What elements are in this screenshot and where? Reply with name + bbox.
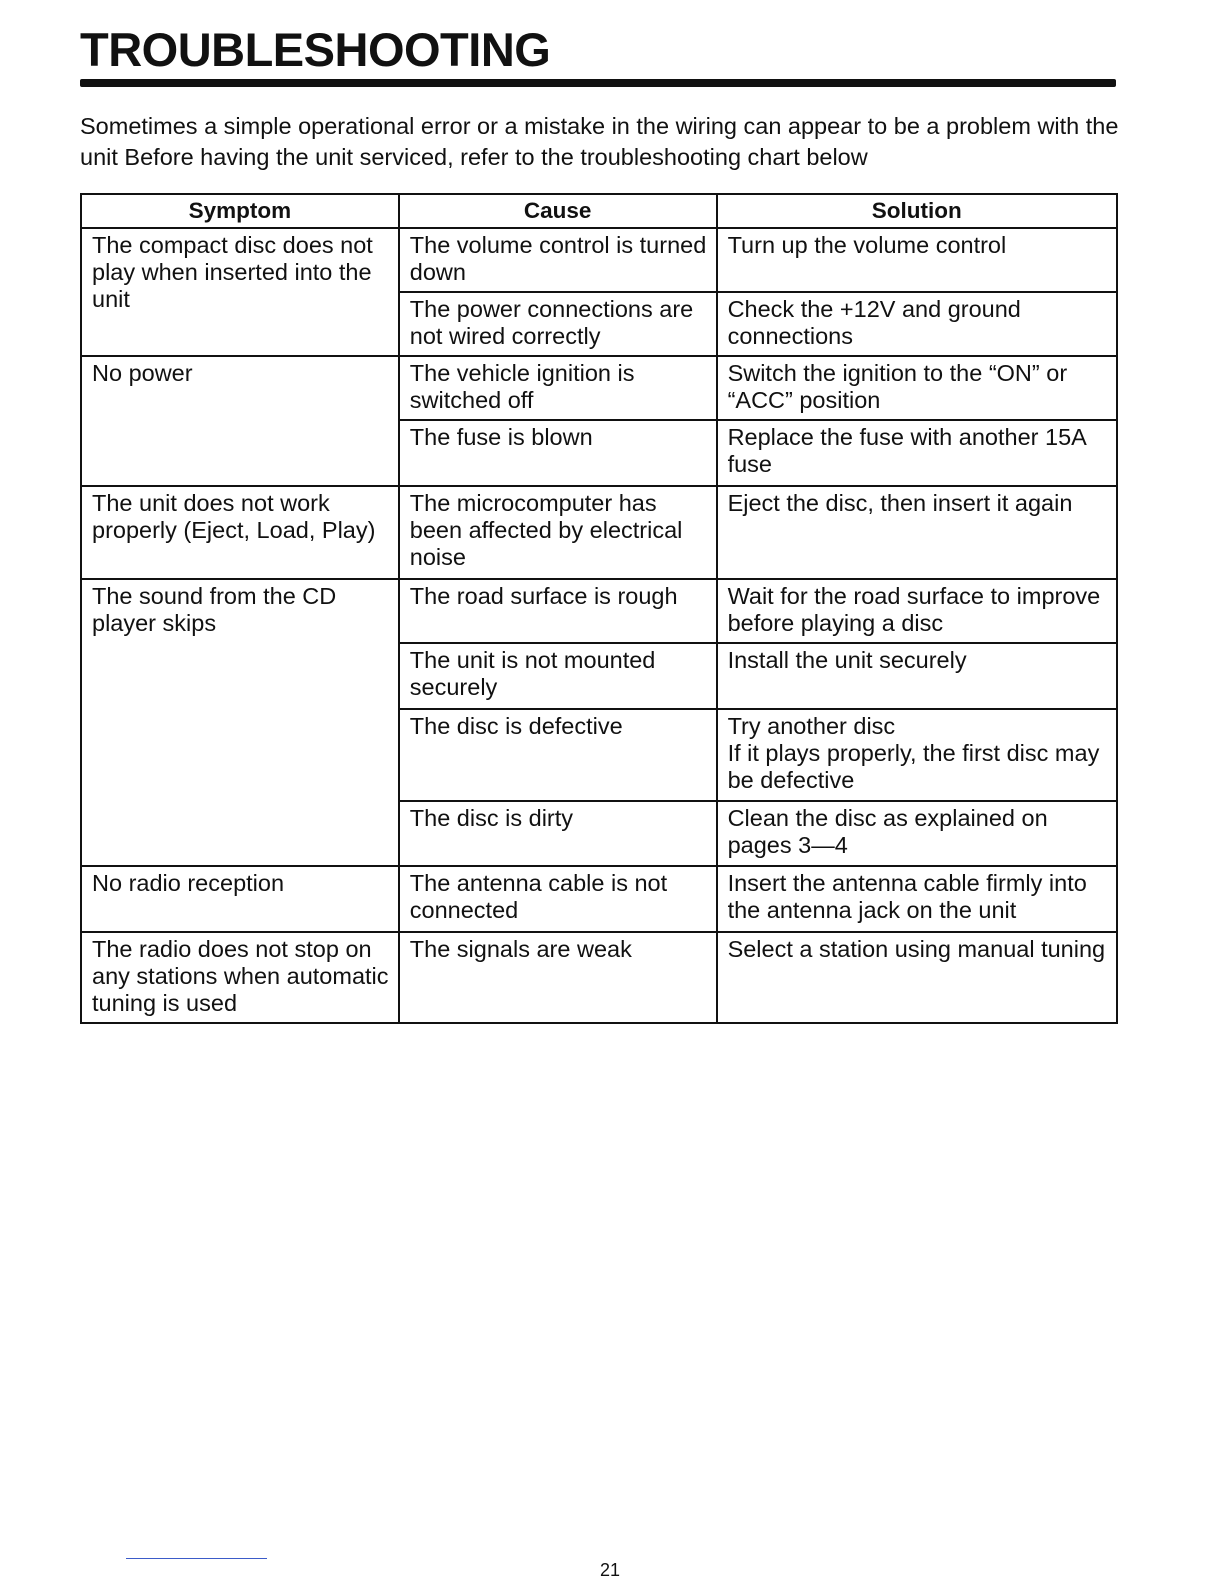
solution-cell: Switch the ignition to the “ON” or “ACC” position — [717, 356, 1117, 420]
solution-cell: Replace the fuse with another 15A fuse — [717, 420, 1117, 486]
solution-cell: Turn up the volume control — [717, 228, 1117, 292]
title-underline — [80, 79, 1116, 87]
solution-cell: Check the +12V and ground connections — [717, 292, 1117, 356]
symptom-cell: The unit does not work properly (Eject, Load, Play) — [81, 486, 399, 579]
solution-cell: Wait for the road surface to improve before playing a disc — [717, 579, 1117, 643]
cause-cell: The disc is defective — [399, 709, 717, 801]
header-symptom: Symptom — [81, 194, 399, 228]
cause-cell: The volume control is turned down — [399, 228, 717, 292]
symptom-cell: The compact disc does not play when inserted into the unit — [81, 228, 399, 356]
table-row — [81, 356, 1117, 420]
table-row — [81, 486, 1117, 579]
page-number: 21 — [600, 1560, 621, 1580]
cause-cell: The signals are weak — [399, 932, 717, 1023]
cause-cell: The microcomputer has been affected by electrical noise — [399, 486, 717, 579]
cause-cell: The vehicle ignition is switched off — [399, 356, 717, 420]
table-row — [81, 866, 1117, 932]
intro-paragraph: Sometimes a simple operational error or a mistake in the wiring can appear to be a problem with the unit Before having the unit serviced, refer to the troubleshooting chart below — [80, 113, 1119, 170]
page-title: TROUBLESHOOTING — [80, 23, 551, 76]
symptom-cell: The radio does not stop on any stations when automatic tuning is used — [81, 932, 399, 1023]
symptom-cell: No radio reception — [81, 866, 399, 932]
cause-cell: The fuse is blown — [399, 420, 717, 486]
solution-cell: Install the unit securely — [717, 643, 1117, 709]
cause-cell: The disc is dirty — [399, 801, 717, 866]
symptom-cell: The sound from the CD player skips — [81, 579, 399, 866]
solution-cell: Insert the antenna cable firmly into the antenna jack on the unit — [717, 866, 1117, 932]
table-row — [81, 932, 1117, 1023]
table-row — [81, 228, 1117, 292]
header-cause: Cause — [399, 194, 717, 228]
cause-cell: The unit is not mounted securely — [399, 643, 717, 709]
solution-cell: Clean the disc as explained on pages 3—4 — [717, 801, 1117, 866]
cause-cell: The antenna cable is not connected — [399, 866, 717, 932]
symptom-cell: No power — [81, 356, 399, 486]
cause-cell: The power connections are not wired correctly — [399, 292, 717, 356]
table-row — [81, 579, 1117, 643]
table-header-row — [81, 194, 1117, 228]
troubleshooting-table — [80, 193, 1118, 1024]
header-solution: Solution — [717, 194, 1117, 228]
solution-cell: Eject the disc, then insert it again — [717, 486, 1117, 579]
solution-cell: Try another disc If it plays properly, the first disc may be defective — [717, 709, 1117, 801]
footer-rule — [126, 1558, 267, 1559]
cause-cell: The road surface is rough — [399, 579, 717, 643]
solution-cell: Select a station using manual tuning — [717, 932, 1117, 1023]
